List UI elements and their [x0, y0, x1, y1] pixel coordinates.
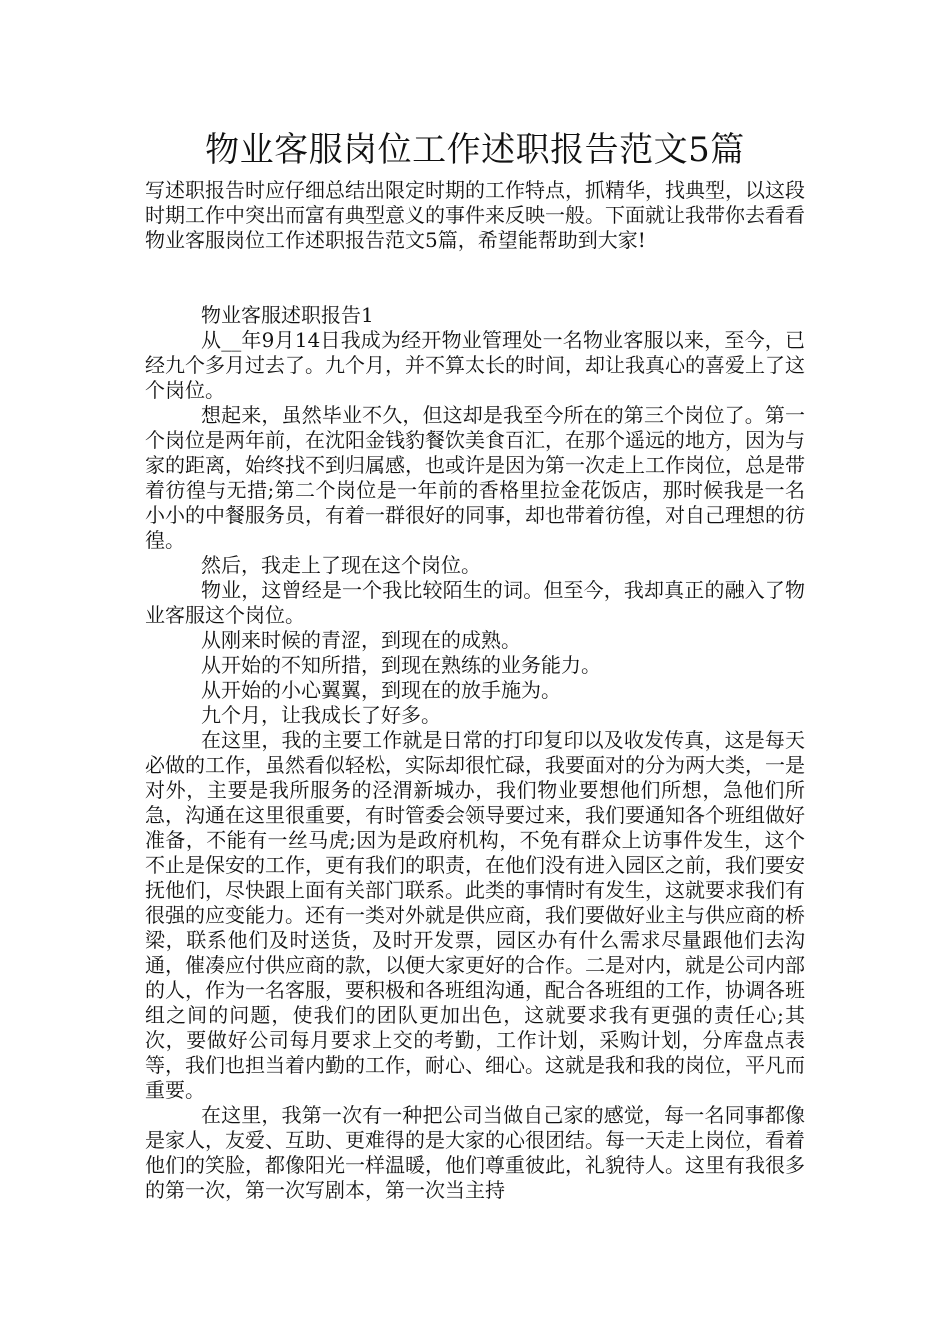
body-paragraph: 物业，这曾经是一个我比较陌生的词。但至今，我却真正的融入了物业客服这个岗位。: [145, 578, 805, 627]
body-paragraph: 然后，我走上了现在这个岗位。: [201, 553, 481, 577]
body-paragraph: 从开始的不知所措，到现在熟练的业务能力。: [201, 653, 601, 677]
document-page: [145, 128, 805, 1203]
intro-paragraph: 写述职报告时应仔细总结出限定时期的工作特点，抓精华，找典型，以这段时期工作中突出而富有典型意义的事件来反映一般。下面就让我带你去看看物业客服岗位工作述职报告范文5篇，希望能帮助到大家!: [145, 178, 805, 252]
body-paragraph: 从刚来时候的青涩，到现在的成熟。: [201, 628, 521, 652]
body-paragraph: 在这里，我的主要工作就是日常的打印复印以及收发传真，这是每天必做的工作，虽然看似轻松，实际却很忙碌，我要面对的分为两大类，一是对外，主要是我所服务的泾渭新城办，我们物业要想他们所想，急他们所急，沟通在这里很重要，有时管委会领导要过来，我们要通知各个班组做好准备，不能有一丝马虎;因为是政府机构，不免有群众上访事件发生，这个不止是保安的工作，更有我们的职责，在他们没有进入园区之前，我们要安抚他们，尽快跟上面有关部门联系。此类的事情时有发生，这就要求我们有很强的应变能力。还有一类对外就是供应商，我们要做好业主与供应商的桥梁，联系他们及时送货，及时开发票，园区办有什么需求尽量跟他们去沟通，催凑应付供应商的款，以便大家更好的合作。二是对内，就是公司内部的人，作为一名客服，要积极和各班组沟通，配合各班组的工作，协调各班组之间的问题，使我们的团队更加出色，这就要求我有更强的责任心;其次，要做好公司每月要求上交的考勤，工作计划，采购计划，分库盘点表等，我们也担当着内勤的工作，耐心、细心。这就是我和我的岗位，平凡而重要。: [145, 728, 805, 1102]
body-paragraph: 九个月，让我成长了好多。: [201, 703, 441, 727]
body-paragraph: 在这里，我第一次有一种把公司当做自己家的感觉，每一名同事都像是家人，友爱、互助、更难得的是大家的心很团结。每一天走上岗位，看着他们的笑脸，都像阳光一样温暖，他们尊重彼此，礼貌待人。这里有我很多的第一次，第一次写剧本，第一次当主持: [145, 1103, 805, 1202]
body-paragraph: 从开始的小心翼翼，到现在的放手施为。: [201, 678, 561, 702]
document-title: 物业客服岗位工作述职报告范文5篇: [205, 130, 745, 170]
section-spacer: [145, 253, 805, 303]
body-paragraph: 从__年9月14日我成为经开物业管理处一名物业客服以来，至今，已经九个多月过去了。九个月，并不算太长的时间，却让我真心的喜爱上了这个岗位。: [145, 328, 805, 402]
body-paragraph: 想起来，虽然毕业不久，但这却是我至今所在的第三个岗位了。第一个岗位是两年前，在沈阳金钱豹餐饮美食百汇，在那个遥远的地方，因为与家的距离，始终找不到归属感，也或许是因为第一次走上工作岗位，总是带着彷徨与无措;第二个岗位是一年前的香格里拉金花饭店，那时候我是一名小小的中餐服务员，有着一群很好的同事，却也带着彷徨，对自己理想的彷徨。: [145, 403, 805, 552]
section-heading: 物业客服述职报告1: [201, 303, 374, 327]
